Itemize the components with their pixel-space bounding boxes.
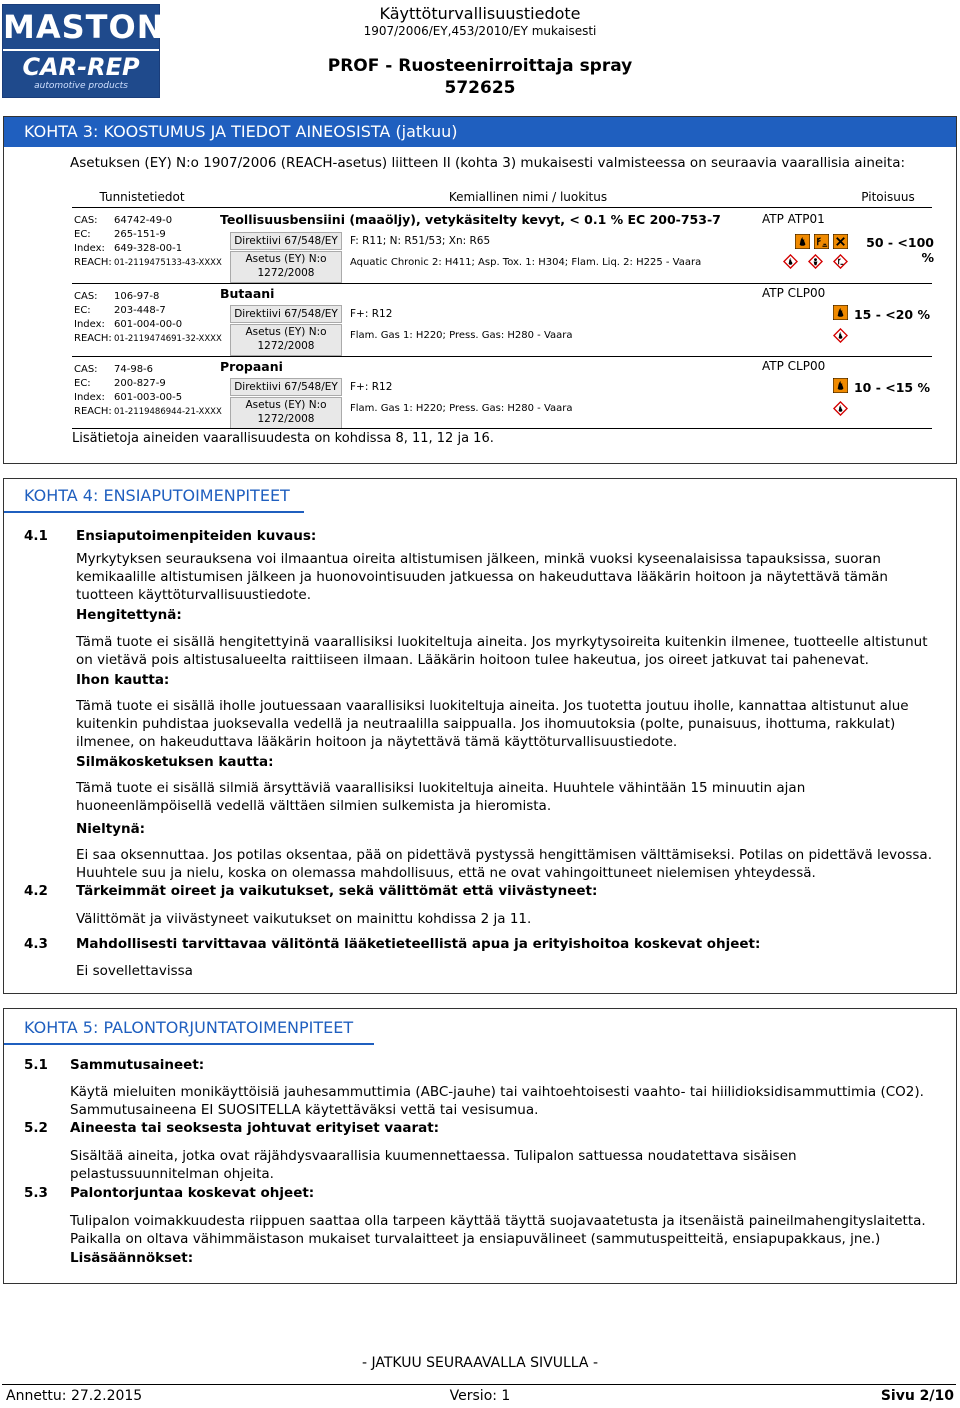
- reach-value: 01-2119475133-43-XXXX: [114, 258, 222, 268]
- directive-label: Direktiivi 67/548/EY: [230, 232, 342, 250]
- index-label: Index:: [74, 319, 105, 330]
- regulation-label: [230, 251, 342, 283]
- cas-value: 106-97-8: [114, 291, 160, 302]
- inhalation-title: Hengitettynä:: [76, 607, 182, 623]
- index-value: 601-003-00-5: [114, 392, 183, 403]
- atp-label: ATP CLP00: [762, 359, 826, 373]
- cas-label: CAS:: [74, 215, 98, 226]
- section4-title-underline: [4, 511, 304, 513]
- subsection-title: Aineesta tai seoksesta johtuvat erityiset vaarat:: [70, 1120, 440, 1136]
- subsection-number: 5.3: [24, 1185, 48, 1201]
- page-number: Sivu 2/10: [880, 1388, 954, 1404]
- flame-icon: [833, 378, 848, 393]
- cas-value: 74-98-6: [114, 364, 154, 375]
- col-conc-header: Pitoisuus: [861, 190, 915, 204]
- subsection-number: 4.2: [24, 883, 48, 899]
- reach-label: REACH:: [74, 257, 112, 268]
- eye-title: Silmäkosketuksen kautta:: [76, 754, 274, 770]
- subsection-number: 5.2: [24, 1120, 48, 1136]
- subsection-title: Mahdollisesti tarvittavaa välitöntä lääketieteellistä apua ja erityishoitoa koskevat ohjeet:: [76, 936, 761, 952]
- subsection-number: 4.3: [24, 936, 48, 952]
- regulation-label-line2: 1272/2008: [257, 267, 315, 279]
- regulation-class: Aquatic Chronic 2: H411; Asp. Tox. 1: H304; Flam. Liq. 2: H225 - Vaara: [350, 257, 702, 268]
- regulation-class: Flam. Gas 1: H220; Press. Gas: H280 - Vaara: [350, 330, 573, 341]
- logo-car-rep-block: [3, 51, 159, 97]
- directive-class: F+: R12: [350, 381, 393, 393]
- ghs-health-hazard-icon: [808, 254, 823, 269]
- directive-class: F: R11; N: R51/53; Xn: R65: [350, 235, 491, 247]
- additional-rules-title: Lisäsäännökset:: [70, 1250, 194, 1266]
- reach-value: 01-2119486944-21-XXXX: [114, 407, 222, 417]
- row-divider: [72, 428, 932, 429]
- col-name-header: Kemiallinen nimi / luokitus: [448, 190, 608, 204]
- section5-title: KOHTA 5: PALONTORJUNTATOIMENPITEET: [4, 1013, 956, 1043]
- cas-label: CAS:: [74, 364, 98, 375]
- paragraph: Välittömät ja viivästyneet vaikutukset on mainittu kohdissa 2 ja 11.: [76, 911, 532, 927]
- paragraph: Käytä mieluiten monikäyttöisiä jauhesammuttimia (ABC-jauhe) tai vaihtoehtoisesti vaahto- tai hiilidioksidisammuttimia (CO2). Sammutusaineena EI SUOSITELLA käytettäväksi vettä tai vesisumua.: [70, 1084, 924, 1118]
- index-value: 649-328-00-1: [114, 243, 183, 254]
- doc-regulation: 1907/2006/EY,453/2010/EY mukaisesti: [363, 24, 597, 38]
- continues-note: - JATKUU SEURAAVALLA SIVULLA -: [361, 1355, 598, 1371]
- row-divider: [72, 356, 932, 357]
- reach-label: REACH:: [74, 406, 112, 417]
- logo-car-rep-text: CAR-REP: [22, 53, 140, 81]
- issued-date: Annettu: 27.2.2015: [6, 1388, 143, 1404]
- ec-label: EC:: [74, 305, 91, 316]
- index-value: 601-004-00-0: [114, 319, 183, 330]
- directive-label: Direktiivi 67/548/EY: [230, 305, 342, 323]
- cas-value: 64742-49-0: [114, 215, 173, 226]
- atp-label: ATP ATP01: [762, 212, 825, 226]
- cas-label: CAS:: [74, 291, 98, 302]
- version: Versio: 1: [449, 1388, 511, 1404]
- concentration: 10 - <15 %: [853, 380, 930, 395]
- flame-icon: [795, 234, 810, 249]
- atp-label: ATP CLP00: [762, 286, 826, 300]
- logo-maston-text: MASTON: [3, 5, 159, 49]
- skin-title: Ihon kautta:: [76, 672, 170, 688]
- ghs-environment-icon: [833, 254, 848, 269]
- regulation-label-line1: Asetus (EY) N:o: [245, 399, 327, 411]
- regulation-class: Flam. Gas 1: H220; Press. Gas: H280 - Vaara: [350, 403, 573, 414]
- regulation-label-line2: 1272/2008: [257, 413, 315, 425]
- product-code: 572625: [444, 78, 516, 98]
- subsection-title: Sammutusaineet:: [70, 1057, 205, 1073]
- ghs-flame-icon: [833, 328, 848, 343]
- chemical-name: Propaani: [220, 359, 283, 374]
- footer-rule: [2, 1384, 956, 1385]
- section3-intro: Asetuksen (EY) N:o 1907/2006 (REACH-asetus) liitteen II (kohta 3) mukaisesti valmisteessa on seuraavia vaarallisia aineita:: [70, 155, 906, 171]
- more-info-note: Lisätietoja aineiden vaarallisuudesta on kohdissa 8, 11, 12 ja 16.: [72, 431, 494, 446]
- section3-title: KOHTA 3: KOOSTUMUS JA TIEDOT AINEOSISTA (jatkuu): [4, 117, 956, 147]
- product-name: PROF - Ruosteenirroittaja spray: [327, 56, 633, 76]
- regulation-label: [230, 324, 342, 356]
- col-ident-header: Tunnistetiedot: [99, 190, 185, 204]
- subsection-number: 5.1: [24, 1057, 48, 1073]
- regulation-label-line1: Asetus (EY) N:o: [245, 253, 327, 265]
- doc-title: Käyttöturvallisuustiedote: [379, 4, 581, 23]
- ec-label: EC:: [74, 229, 91, 240]
- regulation-label: [230, 397, 342, 429]
- ec-label: EC:: [74, 378, 91, 389]
- ghs-flame-icon: [783, 254, 798, 269]
- ingestion-text: Ei saa oksennuttaa. Jos potilas oksentaa, pää on pidettävä pystyssä hengittämisen välttämiseksi. Potilas on pidettävä levossa. Huuhtele suu ja nielu, koska on olemassa mahdollisuus, että ne ovat vahingoittuneet nielemisen yhteydessä.: [76, 847, 932, 881]
- paragraph: Sisältää aineita, jotka ovat räjähdysvaarallisia kuumennettaessa. Tulipalon sattuessa noudatettava sisäisen pelastussuunnitelman ohjeita.: [70, 1148, 797, 1182]
- regulation-label-line1: Asetus (EY) N:o: [245, 326, 327, 338]
- logo-tagline: automotive products: [34, 81, 128, 91]
- chemical-name: Teollisuusbensiini (maaöljy), vetykäsitelty kevyt, < 0.1 % EC 200-753-7: [220, 212, 721, 227]
- reach-label: REACH:: [74, 333, 112, 344]
- index-label: Index:: [74, 392, 105, 403]
- reach-value: 01-2119474691-32-XXXX: [114, 334, 222, 344]
- index-label: Index:: [74, 243, 105, 254]
- section5-title-underline: [4, 1043, 374, 1045]
- concentration: 15 - <20 %: [853, 307, 930, 322]
- paragraph: Myrkytyksen seurauksena voi ilmaantua oireita altistumisen jälkeen, minkä vuoksi kyseenalaisissa tapauksissa, suoran kemikaalille altistumisen jälkeen ja huonovointisuuden jatkuessa on hakeuduttava lääkärin hoitoon ja näytettävä tämän tuotteen käyttöturvallisuustiedote.: [76, 551, 888, 603]
- directive-label: Direktiivi 67/548/EY: [230, 378, 342, 396]
- concentration: 50 - <100 %: [866, 235, 934, 265]
- paragraph: Tulipalon voimakkuudesta riippuen saattaa olla tarpeen käyttää täyttä suojavaatetusta ja itsenäistä paineilmahengityslaitetta. Paikalla on oltava vähimmäistason mukaiset turvalaitteet ja ensiapuvälineet (sammutuspeitteitä, ensiapupakkaus, jne.): [70, 1213, 926, 1247]
- regulation-label-line2: 1272/2008: [257, 340, 315, 352]
- company-logo: [2, 4, 165, 98]
- subsection-title: Palontorjuntaa koskevat ohjeet:: [70, 1185, 315, 1201]
- ec-value: 203-448-7: [114, 305, 166, 316]
- subsection-title: Tärkeimmät oireet ja vaikutukset, sekä välittömät että viivästyneet:: [76, 883, 598, 899]
- ghs-flame-icon: [833, 401, 848, 416]
- subsection-number: 4.1: [24, 528, 48, 544]
- flame-icon: [833, 305, 848, 320]
- ec-value: 265-151-9: [114, 229, 166, 240]
- ec-value: 200-827-9: [114, 378, 166, 389]
- row-divider: [72, 283, 932, 284]
- eye-text: Tämä tuote ei sisällä silmiä ärsyttäviä vaarallisiksi luokiteltuja aineita. Huuhtele vähintään 15 minuutin ajan huoneenlämpöisellä vedellä välttäen silmien sulkemista ja hieromista.: [76, 780, 806, 814]
- inhalation-text: Tämä tuote ei sisällä hengitettyinä vaarallisiksi luokiteltuja aineita. Jos myrkytysoireita kuitenkin ilmenee, tuotteelle altistunut on vietävä pois altistusalueelta raittiiseen ilmaan. Lääkärin hoitoon tulee hakeutua, jos oireet jatkuvat tai pahenevat.: [76, 634, 928, 668]
- ingestion-title: Nieltynä:: [76, 821, 146, 837]
- health-hazard-x-icon: [833, 234, 848, 249]
- directive-class: F+: R12: [350, 308, 393, 320]
- chemical-name: Butaani: [220, 286, 275, 301]
- subsection-title: Ensiaputoimenpiteiden kuvaus:: [76, 528, 317, 544]
- table-header-rule: [72, 207, 932, 208]
- paragraph: Ei sovellettavissa: [76, 963, 193, 979]
- skin-text: Tämä tuote ei sisällä iholle joutuessaan vaarallisiksi luokiteltuja aineita. Jos tuotetta joutuu iholle, kannattaa altistunut alue kuitenkin puhdistaa juoksevalla vedellä ja neutraalilla saippualla. Jos ihomuutoksia (polte, punaisuus, ihottuma, rakkulat) ilmenee, on hakeuduttava lääkärin hoitoon ja näytettävä tämä käyttöturvallisuustiedote.: [76, 698, 909, 750]
- environment-icon: [814, 234, 829, 249]
- section4-title: KOHTA 4: ENSIAPUTOIMENPITEET: [4, 481, 956, 511]
